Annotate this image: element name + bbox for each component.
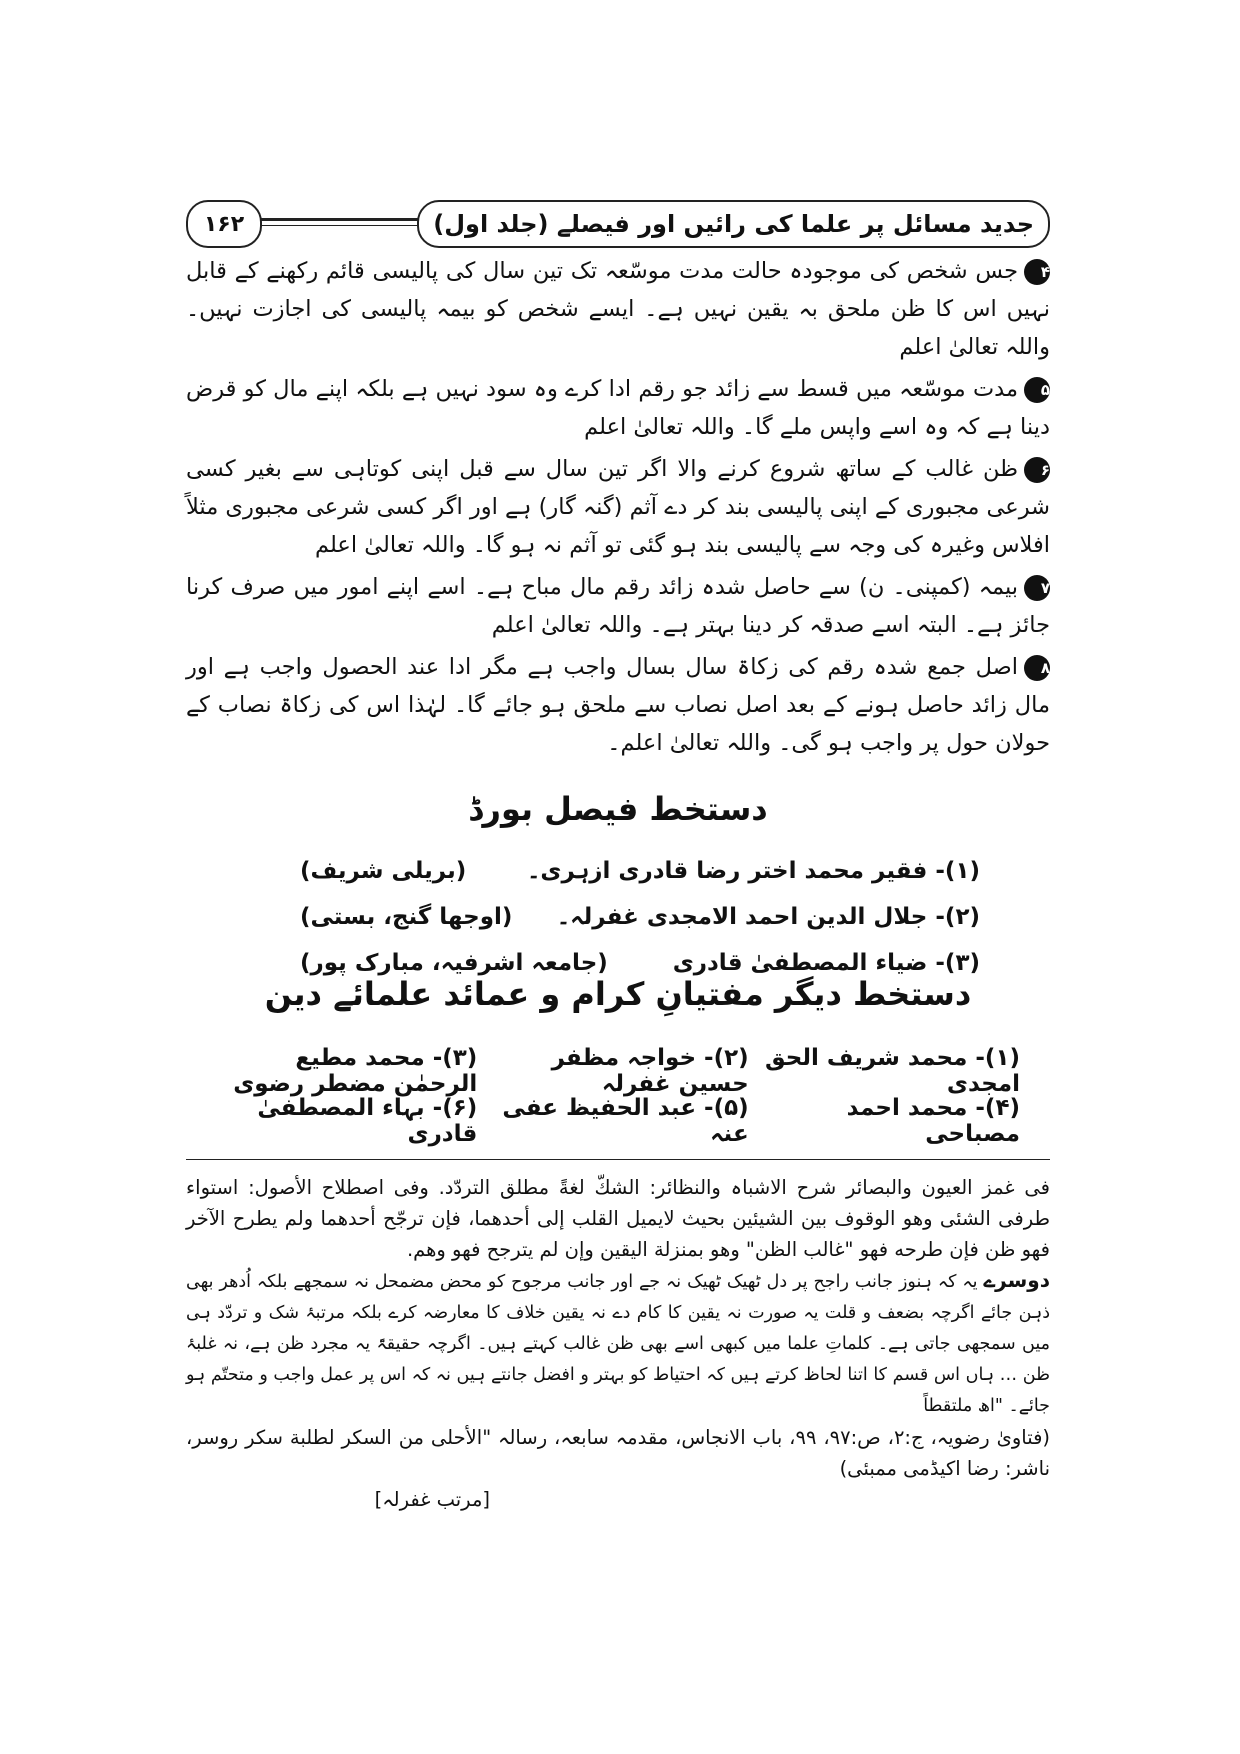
footnote-arabic: فی غمز العیون والبصائر شرح الاشباہ والنظائر: الشكّ لغةً مطلق التردّد. وفی اصطلاح الأصول: استواء طرفی الشئی وهو الوقوف بين الشيئين بحيث لايميل القلب إلى أحدهما، فإن ترجّح أحدهما ولم يطرح الآخر فهو ظن فإن طرحه فهو "غالب الظن" وهو بمنزلة اليقين وإن لم يترجح فهو وهم. bbox=[186, 1176, 1050, 1261]
item-number-badge: ۸ bbox=[1024, 655, 1050, 681]
book-title: جدید مسائل پر علما کی رائیں اور فیصلے (جلد اول) bbox=[417, 200, 1050, 248]
ruling-text: اصل جمع شدہ رقم کی زکاۃ سال بسال واجب ہے مگر ادا عند الحصول واجب ہے اور مال زائد حاصل ہونے کے بعد اصل نصاب سے ملحق ہو جائے گا۔ لہٰذا اس کی زکاۃ نصاب کے حولان حول پر واجب ہو گی۔ واللہ تعالیٰ اعلم۔ bbox=[186, 654, 1050, 756]
signatory-name: (۳)- ضیاء المصطفیٰ قادری bbox=[672, 950, 980, 976]
signatory-place: (اوجھا گنج، بستی) bbox=[300, 904, 513, 930]
signature-row bbox=[210, 1096, 1020, 1146]
signatory-place: (جامعہ اشرفیہ، مبارک پور) bbox=[300, 950, 608, 976]
footnote-urdu bbox=[186, 1265, 1050, 1422]
signature-row bbox=[300, 848, 980, 894]
ruling-text: جس شخص کی موجودہ حالت مدت موسّعہ تک تین سال کی پالیسی قائم رکھنے کے قابل نہیں اس کا ظن ملحق بہ یقین نہیں ہے۔ ایسے شخص کو بیمہ پالیسی کی اجازت نہیں۔ واللہ تعالیٰ اعلم bbox=[186, 258, 1050, 360]
signature-row bbox=[210, 1046, 1020, 1096]
signatory-name: (۴)- محمد احمد مصباحی bbox=[846, 1095, 1020, 1147]
signatory-name: (۲)- خواجہ مظفر حسین غفرلہ bbox=[551, 1045, 749, 1097]
spacer bbox=[630, 1484, 1050, 1515]
ruling-text: مدت موسّعہ میں قسط سے زائد جو رقم ادا کرے وہ سود نہیں ہے بلکہ اپنے مال کو قرض دینا ہے کہ وہ اسے واپس ملے گا۔ واللہ تعالیٰ اعلم bbox=[186, 376, 1050, 440]
board-signatures-heading: دستخط فیصل بورڈ bbox=[468, 790, 768, 828]
signatory-name: (۶)- بہاء المصطفیٰ قادری bbox=[257, 1095, 478, 1147]
signature-row bbox=[300, 894, 980, 940]
item-number-badge: ۷ bbox=[1024, 575, 1050, 601]
signatory-place: (بریلی شریف) bbox=[300, 858, 467, 884]
ruling-item bbox=[186, 370, 1050, 446]
footnote-urdu-text: یہ کہ ہنوز جانب راجح پر دل ٹھیک ٹھیک نہ جے اور جانب مرجوح کو محض مضمحل نہ سمجھے بلکہ اُدھر بھی ذہن جائے اگرچہ بضعف و قلت یہ صورت نہ یقین کا کام دے نہ یقین خلاف کا معارضہ کرے بلکہ مرتبۂ شک و تردّد ہی میں سمجھی جاتی ہے۔ کلماتِ علما میں کبھی اسے بھی ظن غالب کہتے ہیں۔ اگرچہ حقیقۃً یہ مجرد ظن ہے، نہ غلبۂ ظن … ہاں اس قسم کا اتنا لحاظ کرتے ہیں کہ احتیاط کو بہتر و افضل جانتے ہیں نہ کہ اس پر عمل واجب و متحتّم ہو جائے۔ "اھ ملتقطاً bbox=[186, 1272, 1050, 1416]
ruling-item bbox=[186, 648, 1050, 762]
footnote-divider bbox=[186, 1159, 1050, 1160]
footnote bbox=[186, 1172, 1050, 1515]
other-muftis-heading: دستخط دیگر مفتیانِ کرام و عمائد علمائے دین bbox=[264, 975, 972, 1013]
compiler-note: [مرتب غفرلہ] bbox=[374, 1488, 490, 1511]
signatory-name: (۲)- جلال الدین احمد الامجدی غفرلہ۔ bbox=[556, 904, 980, 930]
signatory-name: (۳)- محمد مطیع الرحمٰن مضطر رضوی bbox=[233, 1045, 478, 1097]
compiler-note-row bbox=[186, 1484, 1050, 1515]
ruling-text: ظن غالب کے ساتھ شروع کرنے والا اگر تین سال سے قبل اپنی کوتاہی سے بغیر کسی شرعی مجبوری کے اپنی پالیسی بند کر دے آثم (گنہ گار) ہے اور اگر کسی شرعی مجبوری مثلاً افلاس وغیرہ کی وجہ سے پالیسی بند ہو گئی تو آثم نہ ہو گا۔ واللہ تعالیٰ اعلم bbox=[186, 456, 1050, 558]
item-number-badge: ۵ bbox=[1024, 377, 1050, 403]
ruling-item bbox=[186, 568, 1050, 644]
ruling-item bbox=[186, 252, 1050, 366]
page-number: ۱۶۲ bbox=[186, 200, 262, 248]
signatory-name: (۵)- عبد الحفیظ عفی عنہ bbox=[502, 1095, 749, 1147]
item-number-badge: ۶ bbox=[1024, 457, 1050, 483]
footnote-citation: (فتاویٰ رضویہ، ج:۲، ص:۹۷، ۹۹، باب الانجاس، مقدمہ سابعہ، رسالہ "الأحلى من السكر لطلبة سكر روسر، ناشر: رضا اکیڈمی ممبئی) bbox=[186, 1426, 1051, 1480]
ruling-text: بیمہ (کمپنی۔ ن) سے حاصل شدہ زائد رقم مال مباح ہے۔ اسے اپنے امور میں صرف کرنا جائز ہے۔ البتہ اسے صدقہ کر دینا بہتر ہے۔ واللہ تعالیٰ اعلم bbox=[186, 574, 1050, 638]
signatory-name: (۱)- محمد شریف الحق امجدی bbox=[765, 1045, 1020, 1097]
signatory-name: (۱)- فقیر محمد اختر رضا قادری ازہری۔ bbox=[526, 858, 980, 884]
ruling-item bbox=[186, 450, 1050, 564]
page-header bbox=[186, 200, 1050, 250]
other-muftis-signatures bbox=[210, 1046, 1020, 1146]
footnote-keyword: دوسرے bbox=[983, 1268, 1050, 1292]
item-number-badge: ۴ bbox=[1024, 259, 1050, 285]
ruling-list bbox=[186, 252, 1050, 766]
board-signatures bbox=[300, 848, 980, 986]
